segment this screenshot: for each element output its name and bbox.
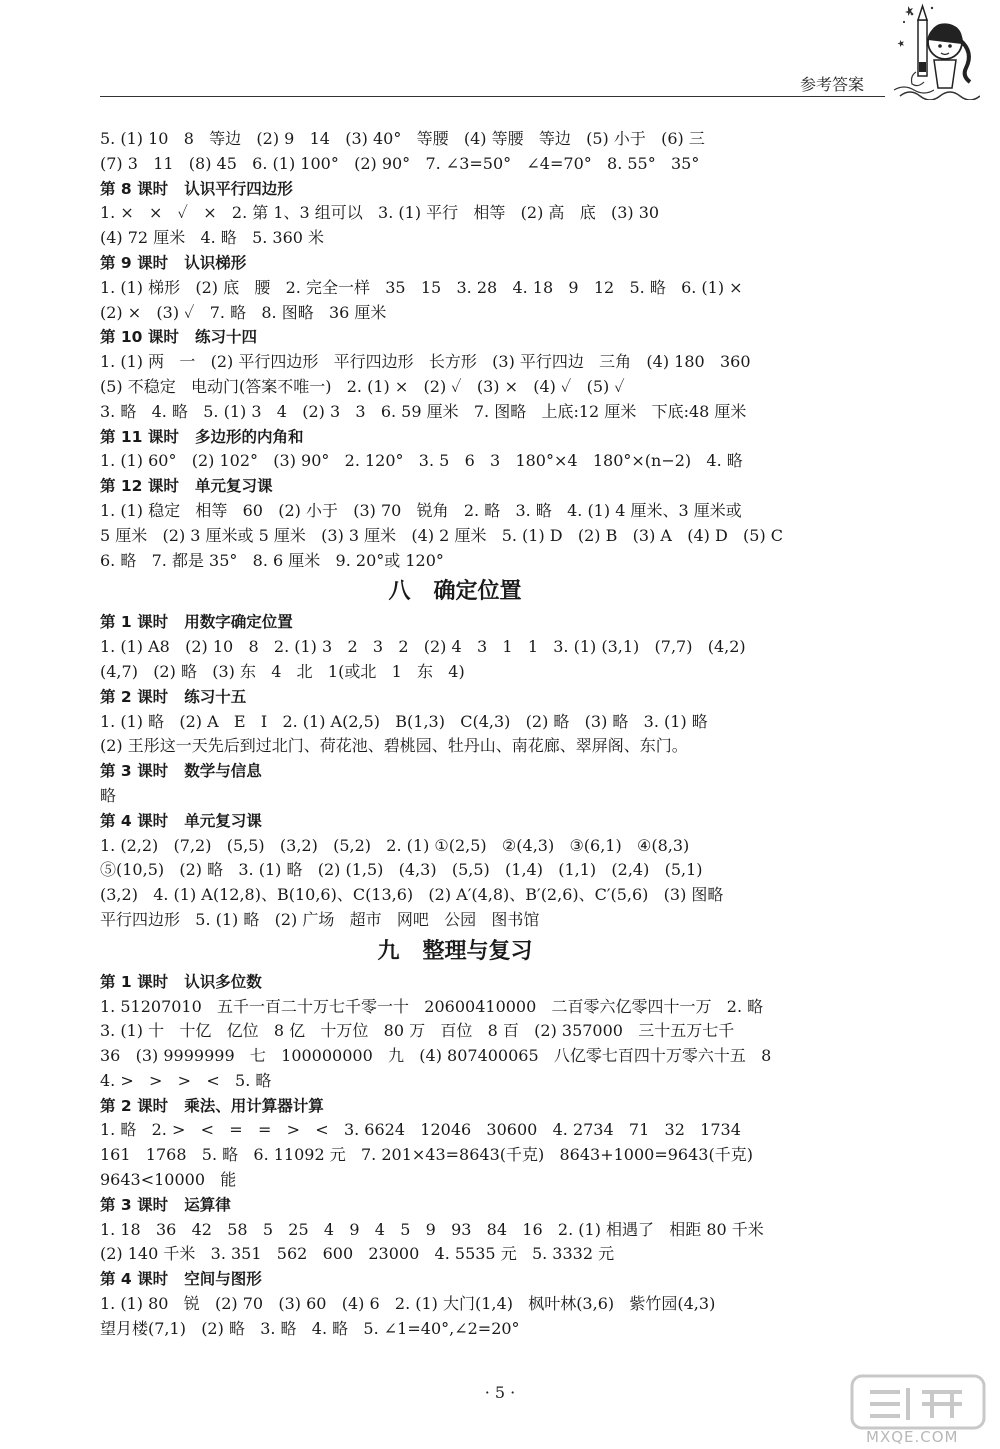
answer-line: 3. (1) 十 十亿 亿位 8 亿 十万位 80 万 百位 8 百 (2) 357000 三十五万七千: [100, 1021, 735, 1041]
lesson-heading: 第 4 课时 空间与图形: [100, 1270, 262, 1289]
answer-line: 1. 18 36 42 58 5 25 4 9 4 5 9 93 84 16 2. (1) 相遇了 相距 80 千米: [100, 1219, 764, 1239]
lesson-heading: 第 4 课时 单元复习课: [100, 811, 262, 830]
section-title: 九 整理与复习: [377, 938, 533, 964]
answer-line: 望月楼(7,1) (2) 略 3. 略 4. 略 5. ∠1=40°,∠2=20°: [100, 1318, 520, 1338]
answer-line: (5) 不稳定 电动门(答案不唯一) 2. (1) × (2) ✓ (3) × (4) ✓ (5) ✓: [100, 376, 625, 396]
answer-line: 1. (1) 梯形 (2) 底 腰 2. 完全一样 35 15 3. 28 4. 18 9 12 5. 略 6. (1) ×: [100, 277, 743, 297]
lesson-heading: 第 8 课时 认识平行四边形: [100, 179, 293, 198]
answer-line: 5 厘米 (2) 3 厘米或 5 厘米 (3) 3 厘米 (4) 2 厘米 5. (1) D (2) B (3) A (4) D (5) C: [100, 525, 784, 545]
mascot-girl-icon: [890, 0, 980, 100]
section-title: 八 确定位置: [388, 579, 522, 605]
lesson-heading: 第 3 课时 运算律: [100, 1195, 231, 1214]
answer-line: (7) 3 11 (8) 45 6. (1) 100° (2) 90° 7. ∠3=50° ∠4=70° 8. 55° 35°: [100, 153, 700, 173]
answer-line: (4) 72 厘米 4. 略 5. 360 米: [100, 228, 325, 248]
answer-line: 1. 略 2. > < = = > < 3. 6624 12046 30600 4. 2734 71 32 1734: [100, 1120, 741, 1140]
answer-line: 1. (1) 稳定 相等 60 (2) 小于 (3) 70 锐角 2. 略 3. 略 4. (1) 4 厘米、3 厘米或: [100, 500, 742, 520]
answer-line: 1. (1) 略 (2) A E I 2. (1) A(2,5) B(1,3) C(4,3) (2) 略 (3) 略 3. (1) 略: [100, 711, 708, 731]
answer-line: 1. (2,2) (7,2) (5,5) (3,2) (5,2) 2. (1) ①(2,5) ②(4,3) ③(6,1) ④(8,3): [100, 835, 690, 855]
lesson-heading: 第 2 课时 练习十五: [100, 687, 247, 706]
answer-content: [100, 127, 940, 1342]
answer-line: (2) 王彤这一天先后到过北门、荷花池、碧桃园、牡丹山、南花廊、翠屏阁、东门。: [100, 736, 688, 756]
answer-line: ⑤(10,5) (2) 略 3. (1) 略 (2) (1,5) (4,3) (5,5) (1,4) (1,1) (2,4) (5,1): [100, 860, 703, 880]
answer-line: 1. (1) A8 (2) 10 8 2. (1) 3 2 3 2 (2) 4 3 1 1 3. (1) (3,1) (7,7) (4,2): [100, 637, 746, 657]
lesson-heading: 第 2 课时 乘法、用计算器计算: [100, 1096, 324, 1115]
lesson-heading: 第 1 课时 认识多位数: [100, 972, 262, 991]
lesson-heading: 第 9 课时 认识梯形: [100, 253, 247, 272]
answer-line: (3,2) 4. (1) A(12,8)、B(10,6)、C(13,6) (2) A′(4,8)、B′(2,6)、C′(5,6) (3) 图略: [100, 885, 724, 905]
answer-line: 9643<10000 能: [100, 1170, 237, 1190]
answer-line: 1. (1) 60° (2) 102° (3) 90° 2. 120° 3. 5 6 3 180°×4 180°×(n−2) 4. 略: [100, 451, 743, 471]
answer-line: 4. > > > < 5. 略: [100, 1070, 272, 1090]
lesson-heading: 第 12 课时 单元复习课: [100, 477, 273, 496]
answer-line: 36 (3) 9999999 七 100000000 九 (4) 807400065 八亿零七百四十万零六十五 8: [100, 1046, 772, 1066]
answer-line: 1. × × ✓ × 2. 第 1、3 组可以 3. (1) 平行 相等 (2) 高 底 (3) 30: [100, 203, 660, 223]
lesson-heading: 第 1 课时 用数字确定位置: [100, 613, 293, 632]
answer-line: 1. 51207010 五千一百二十万七千零一十 20600410000 二百零六亿零四十一万 2. 略: [100, 996, 764, 1016]
answer-line: 1. (1) 80 锐 (2) 70 (3) 60 (4) 6 2. (1) 大门(1,4) 枫叶林(3,6) 紫竹园(4,3): [100, 1294, 716, 1314]
answer-line: 平行四边形 5. (1) 略 (2) 广场 超市 网吧 公园 图书馆: [100, 909, 540, 929]
header-divider: [100, 96, 885, 97]
answer-line: (4,7) (2) 略 (3) 东 4 北 1(或北 1 东 4): [100, 661, 465, 681]
answer-line: 6. 略 7. 都是 35° 8. 6 厘米 9. 20°或 120°: [100, 550, 444, 570]
answer-line: 5. (1) 10 8 等边 (2) 9 14 (3) 40° 等腰 (4) 等腰 等边 (5) 小于 (6) 三: [100, 129, 705, 148]
watermark-url: MXQE.COM: [866, 1428, 959, 1446]
answer-line: (2) 140 千米 3. 351 562 600 23000 4. 5535 元 5. 3332 元: [100, 1244, 615, 1264]
answer-line: 略: [100, 785, 117, 805]
lesson-heading: 第 3 课时 数学与信息: [100, 762, 262, 781]
lesson-heading: 第 11 课时 多边形的内角和: [100, 427, 304, 446]
header-label: 参考答案: [800, 75, 865, 94]
answer-line: 3. 略 4. 略 5. (1) 3 4 (2) 3 3 6. 59 厘米 7. 图略 上底:12 厘米 下底:48 厘米: [100, 401, 747, 421]
answer-line: (2) × (3) ✓ 7. 略 8. 图略 36 厘米: [100, 302, 387, 322]
answer-line: 1. (1) 两 一 (2) 平行四边形 平行四边形 长方形 (3) 平行四边 三角 (4) 180 360: [100, 352, 751, 372]
page-number: · 5 ·: [484, 1383, 516, 1402]
answer-line: 161 1768 5. 略 6. 11092 元 7. 201×43=8643(千克) 8643+1000=9643(千克): [100, 1145, 753, 1165]
lesson-heading: 第 10 课时 练习十四: [100, 328, 258, 347]
